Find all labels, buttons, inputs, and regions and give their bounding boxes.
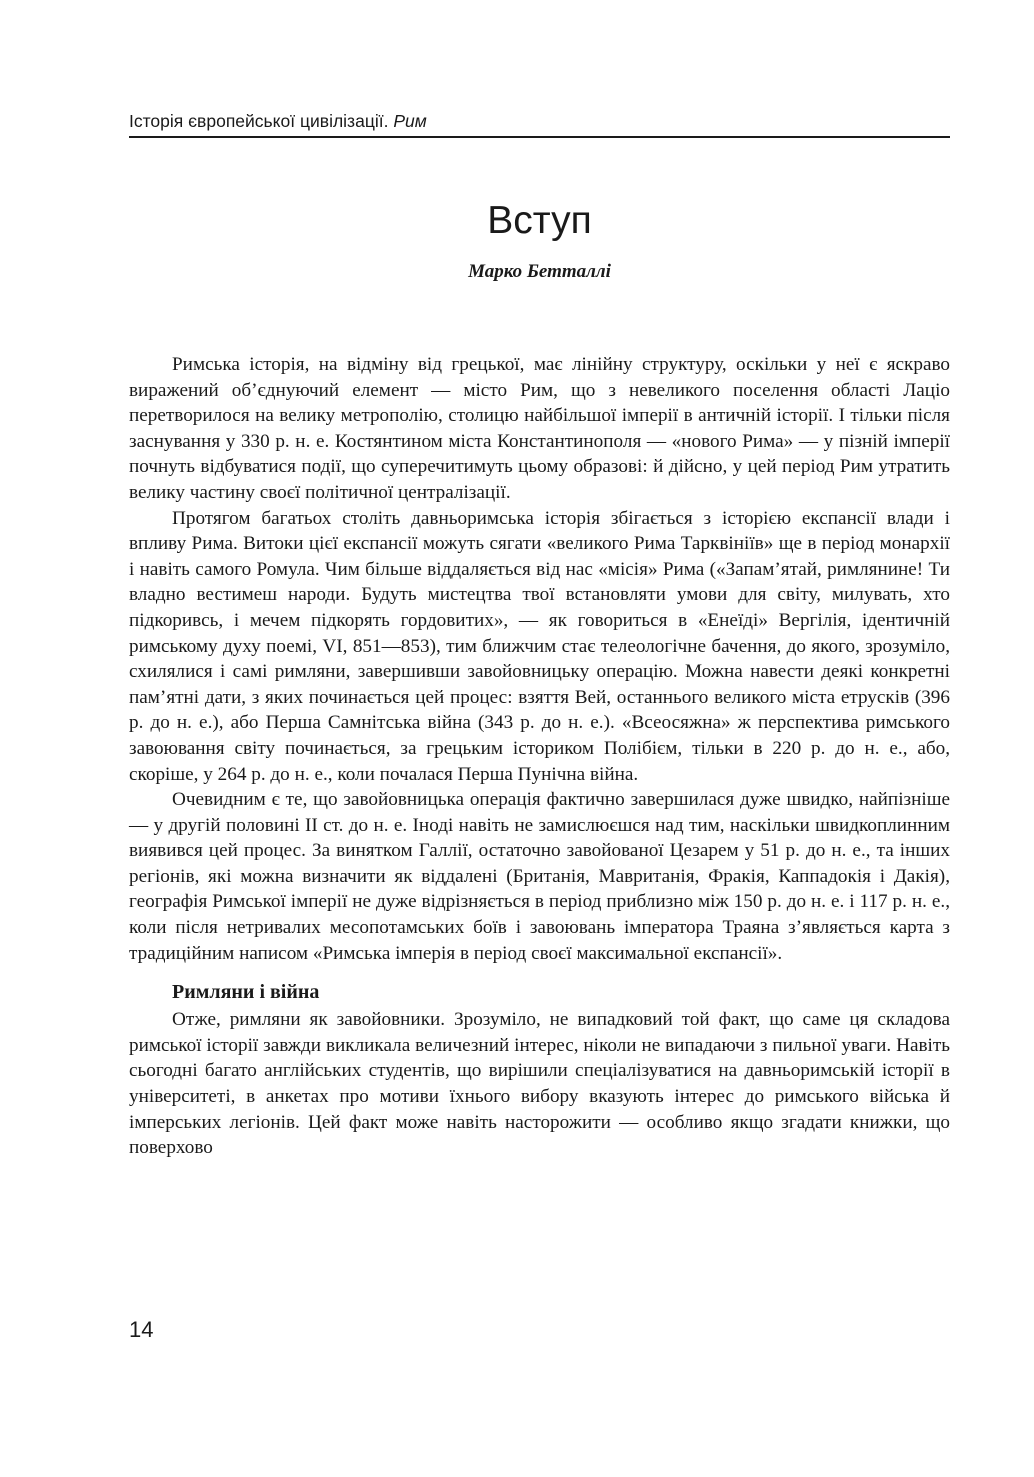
running-header [129,108,950,138]
paragraph: Отже, римляни як завойовники. Зрозуміло, не випадковий той факт, що саме ця складова римської історії завжди викликала величезний інтерес, ніколи не випадаючи з пильної уваги. Навіть сьогодні багато англійських студентів, що вирішили спеціалізуватися на давньоримській історії в університеті, в анкетах про мотиви їхнього вибору вказують інтерес до римського війська й імперських легіонів. Цей факт може навіть насторожити — особливо якщо згадати книжки, що поверхово [129,1009,950,1159]
section-heading: Римляни і війна [172,981,320,1004]
running-header-title: Історія європейської цивілізації. [129,111,389,131]
chapter-author: Марко Бетталлі [468,261,611,282]
chapter-title: Вступ [487,199,592,242]
paragraph: Очевидним є те, що завойовницька операція фактично завершилася дуже швидко, найпізніше — у другій половині II ст. до н. е. Іноді навіть не замислюєшся над тим, наскільки швидкоплинним виявився цей процес. За винятком Галлії, остаточно завойованої Цезарем у 51 р. до н. е., та інших регіонів, які можна визначити як віддалені (Британія, Мавританія, Фракія, Каппадокія і Дакія), географія Римської імперії не дуже відрізняється в період приблизно між 150 р. до н. е. і 117 р. н. е., коли після нетривалих месопотамських боїв і завоювань імператора Траяна з’являється карта з традиційним написом «Римська імперія в період своєї максимальної експансії». [129,789,950,964]
body-text [129,352,950,1161]
paragraph: Римська історія, на відміну від грецької, має лінійну структуру, оскільки у неї є яскраво виражений об’єднуючий елемент — місто Рим, що з невеликого поселення області Лаціо перетворилося на велику метрополію, столицю найбільшої імперії в античній історії. І тільки після заснування у 330 р. н. е. Костянтином міста Константинополя — «нового Рима» — у пізній імперії почнуть відбуватися події, що суперечитимуть цьому образові: й дійсно, у цей період Рим утратить велику частину своєї політичної централізації. [129,354,950,503]
running-header-section: Рим [393,111,427,131]
paragraph: Протягом багатьох століть давньоримська історія збігається з історією експансії влади і впливу Рима. Витоки цієї експансії можуть сягати «великого Рима Тарквініїв» ще в період монархії і навіть самого Ромула. Чим більше віддаляється від нас «місія» Рима («Запам’ятай, римлянине! Ти владно вестимеш народи. Будуть мистецтва твої встановляти умови для світу, милувать, хто підкоривсь, і мечем підкорять гордовитих», — як говориться в «Енеїді» Вергілія, ідентичній римському духу поемі, VI, 851—853), тим ближчим стає телеологічне бачення, до якого, зрозуміло, схилялися і самі римляни, завершивши завойовницьку операцію. Можна навести деякі конкретні пам’ятні дати, з яких починається цей процес: взяття Вей, останнього великого міста етрусків (396 р. до н. е.), або Перша Самнітська війна (343 р. до н. е.). «Всеосяжна» ж перспектива римського завоювання світу починається, за грецьким істориком Полібієм, тільки в 220 р. до н. е., або, скоріше, у 264 р. до н. е., коли почалася Перша Пунічна війна. [129,507,950,785]
page-number: 14 [129,1317,154,1342]
